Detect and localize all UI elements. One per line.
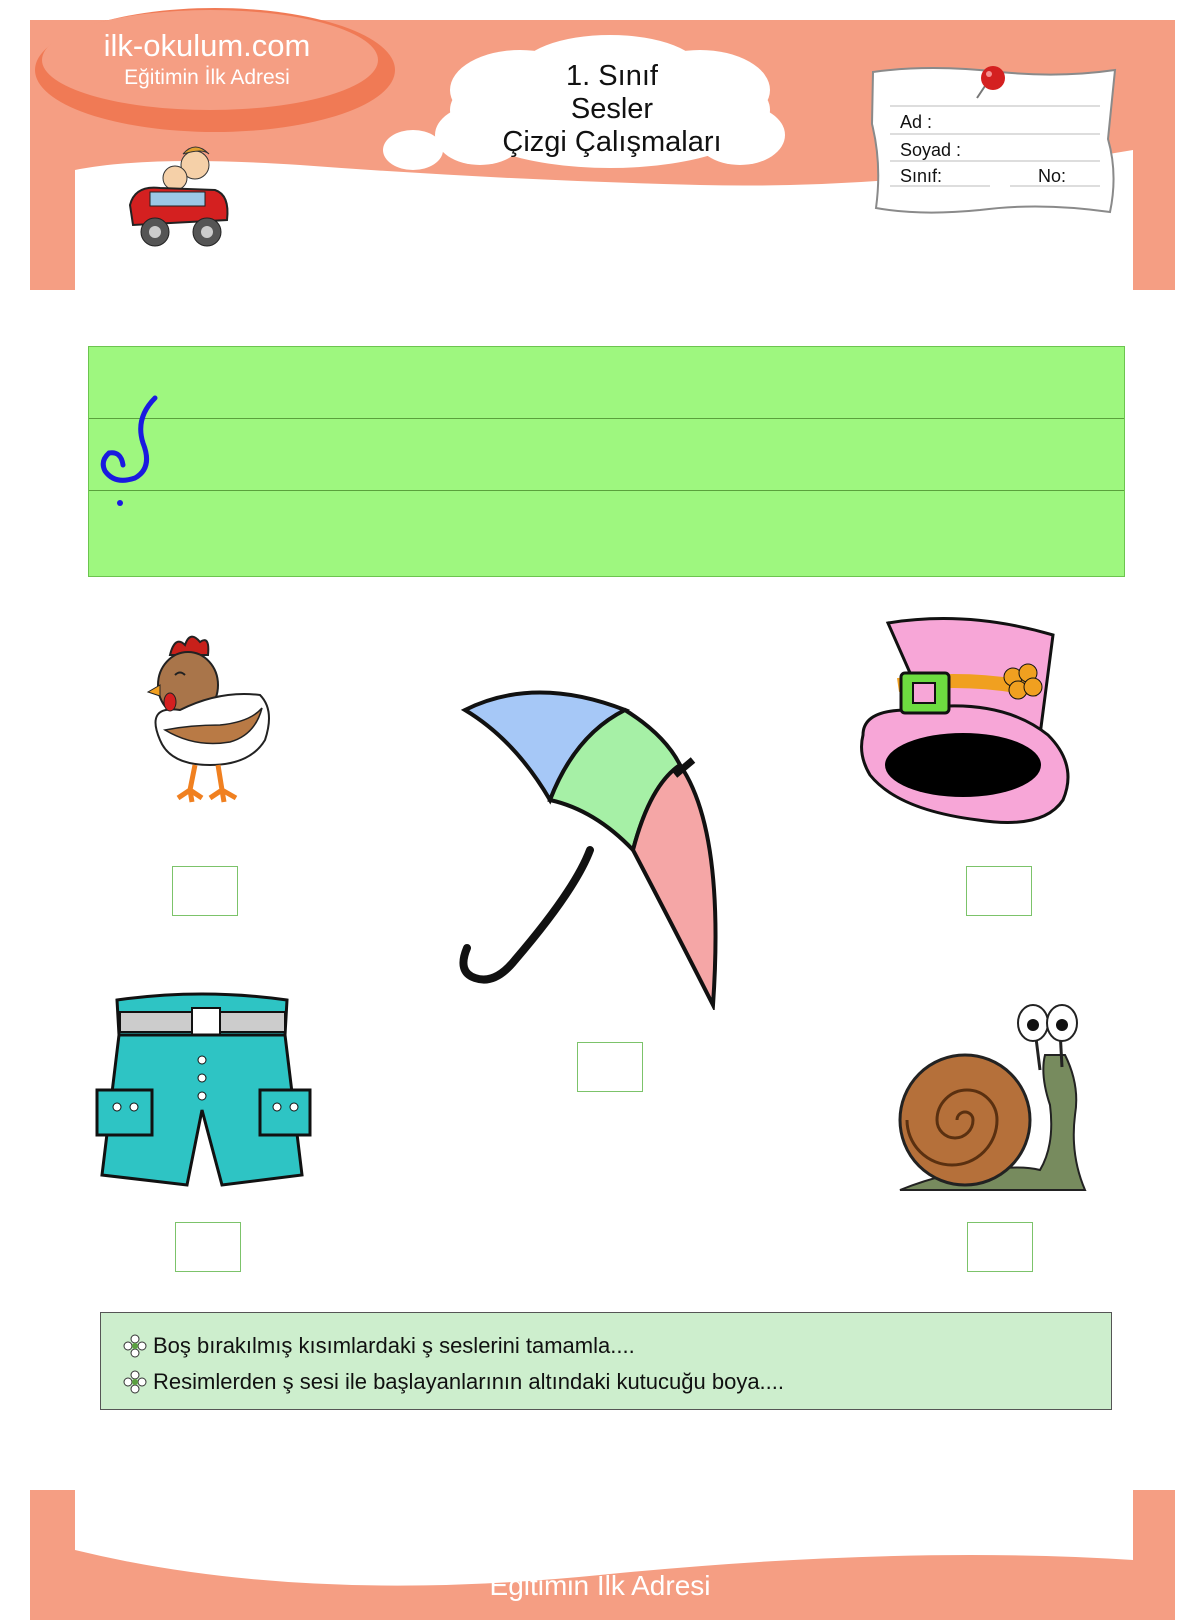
number-label: No: [1038, 166, 1067, 186]
footer-subtitle: Eğitimin İlk Adresi [489, 1570, 711, 1601]
clover-bullet-icon [123, 1370, 147, 1394]
snail-answer-box[interactable] [967, 1222, 1033, 1272]
instruction-text-2: Resimlerden ş sesi ile başlayanlarının altındaki kutucuğu boya.... [153, 1369, 785, 1394]
car-icon [125, 140, 235, 260]
student-info-card [870, 64, 1120, 216]
brand-title: ilk-okulum.com [103, 28, 311, 63]
pushpin-icon [975, 64, 1009, 100]
snail-icon [890, 995, 1090, 1195]
instruction-text-1: Boş bırakılmış kısımlardaki ş seslerini tamamla.... [153, 1333, 635, 1358]
name-label: Ad : [900, 112, 933, 132]
instruction-2 [123, 1369, 784, 1395]
cursive-s-letter-icon [95, 393, 165, 513]
shorts-answer-box[interactable] [175, 1222, 241, 1272]
worksheet-title [462, 60, 762, 159]
writing-practice-area[interactable] [88, 346, 1125, 577]
surname-label: Soyad : [900, 140, 962, 160]
hat-answer-box[interactable] [966, 866, 1032, 916]
instructions-box [100, 1312, 1112, 1410]
umbrella-icon [455, 680, 755, 1010]
clover-bullet-icon [123, 1334, 147, 1358]
shorts-icon [92, 990, 312, 1200]
hat-icon [858, 615, 1078, 830]
hen-answer-box[interactable] [172, 866, 238, 916]
umbrella-answer-box[interactable] [577, 1042, 643, 1092]
brand-subtitle: Eğitimin İlk Adresi [124, 66, 290, 89]
title-line-3: Çizgi Çalışmaları [502, 126, 722, 158]
title-line-2: Sesler [570, 93, 654, 125]
hen-icon [140, 630, 280, 810]
guide-line-top [89, 418, 1124, 419]
footer-title: ilk-okulum.com [453, 1520, 747, 1569]
class-label: Sınıf: [900, 166, 943, 186]
instruction-1 [123, 1333, 635, 1359]
guide-line-bottom [89, 490, 1124, 491]
title-line-1: 1. Sınıf [566, 60, 658, 92]
